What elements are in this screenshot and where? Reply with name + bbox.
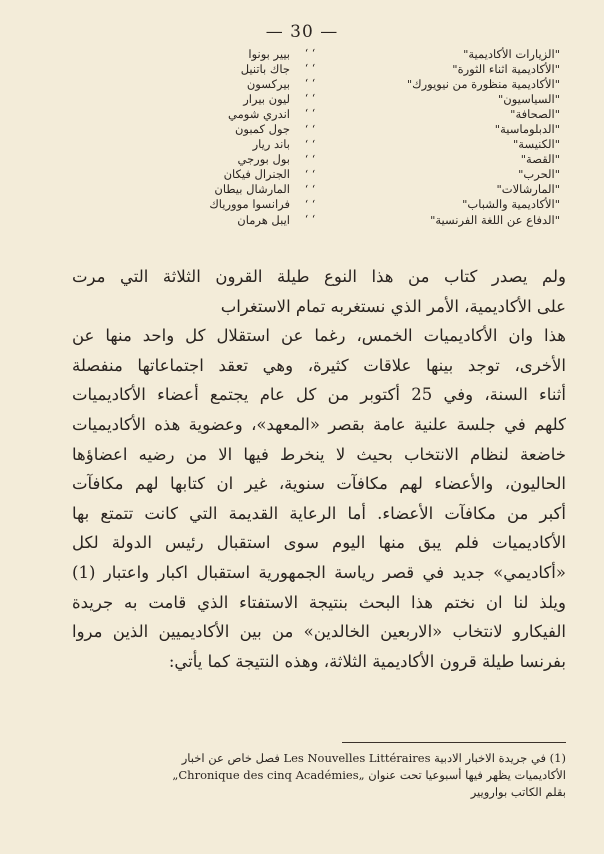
footnote-line <box>70 767 566 784</box>
index-entry-title: "القصة" <box>520 152 560 167</box>
index-row <box>150 212 560 227</box>
body-line: الأخرى، توجد بينها علاقات كثيرة، وهي تعقد اجتماعاتها منفصلة <box>72 355 566 375</box>
ditto-mark: ‘ ‘ <box>304 152 316 166</box>
body-line: أثناء السنة، وفي 25 أكتوبر من كل عام يجتمع أعضاء الأكاديميات <box>72 385 566 405</box>
index-row <box>150 152 560 167</box>
body-line: الفيكارو لانتخاب «الاربعين الخالدين» من بين الأكاديميين الذين مروا <box>72 622 566 642</box>
index-table <box>150 46 560 227</box>
index-entry-title: "الزيارات الأكاديمية" <box>463 46 560 61</box>
index-entry-author: باند ريار <box>252 137 290 152</box>
index-row <box>150 167 560 182</box>
body-line: ويلذ لنا ان نختم هذا البحث بنتيجة الاستفتاء الذي قامت به جريدة <box>72 592 566 612</box>
footnote-arabic-text: بقلم الكاتب بوارويير <box>470 785 566 799</box>
body-line: أكبر من مكافآت الأعضاء. أما الرعاية القديمة التي كانت تتمتع بها <box>72 503 566 523</box>
index-entry-author: بيير بونوا <box>248 46 290 61</box>
body-line: هذا وان الأكاديميات الخمس، رغما عن استقلال كل واحد منها عن <box>72 326 566 346</box>
index-entry-title: "الحرب" <box>518 167 560 182</box>
footnote-arabic-text: فصل خاص عن اخبار <box>181 751 280 765</box>
ditto-mark: ‘ ‘ <box>304 213 316 227</box>
ditto-mark: ‘ ‘ <box>304 197 316 211</box>
index-entry-author: الجنرال فيكان <box>223 167 290 182</box>
index-row <box>150 61 560 76</box>
body-line: على الأكاديمية، الأمر الذي نستغربه تمام الاستغراب <box>220 296 566 316</box>
footnote-latin-title: Les Nouvelles Littéraires <box>283 751 431 765</box>
footnote <box>70 750 566 801</box>
ditto-mark: ‘ ‘ <box>304 77 316 91</box>
index-row <box>150 76 560 91</box>
index-entry-author: فرانسوا موورياك <box>209 197 290 212</box>
index-entry-title: "المارشالات" <box>496 182 560 197</box>
index-entry-author: المارشال بيطان <box>214 182 290 197</box>
index-entry-author: اندري شومي <box>228 106 290 121</box>
index-row <box>150 197 560 212</box>
index-row <box>150 106 560 121</box>
footnote-divider <box>342 742 566 743</box>
index-entry-title: "الأكاديمية والشباب" <box>462 197 560 212</box>
footnote-arabic-text: (1) في جريدة الاخبار الادبية <box>434 751 566 765</box>
body-text <box>72 262 566 676</box>
body-line: الحاليون، والأعضاء لهم مكافآت سنوية، غير ان كتابها لهم مكافآت <box>72 474 566 494</box>
index-entry-author: جاك باتنيل <box>240 61 290 76</box>
index-row <box>150 46 560 61</box>
index-row <box>150 182 560 197</box>
body-line: خاضعة لنظام الانتخاب بحيث لا ينخرط فيها الا من رضيه اعضاؤها <box>72 444 566 464</box>
index-row <box>150 137 560 152</box>
ditto-mark: ‘ ‘ <box>304 137 316 151</box>
index-entry-title: "الصحافة" <box>510 106 560 121</box>
ditto-mark: ‘ ‘ <box>304 92 316 106</box>
footnote-line <box>70 750 566 767</box>
index-entry-title: "الأكاديمية منظورة من نيويورك" <box>406 76 560 91</box>
index-entry-author: بول بورجي <box>237 152 290 167</box>
ditto-mark: ‘ ‘ <box>304 107 316 121</box>
body-line: «أكاديمي» جديد في قصر رياسة الجمهورية استقبال اكبار واعتبار (1) <box>72 562 566 582</box>
body-line: ولم يصدر كتاب من هذا النوع طيلة القرون الثلاثة التي مرت <box>72 267 566 286</box>
index-entry-author: ايبل هرمان <box>237 212 290 227</box>
index-entry-title: "الأكاديمية اثناء الثورة" <box>452 61 560 76</box>
footnote-latin-title: „Chronique des cinq Académies„ <box>172 768 365 782</box>
index-entry-title: "الكنيسة" <box>513 137 560 152</box>
index-row <box>150 121 560 136</box>
footnote-arabic-text: الأكاديميات يظهر فيها أسبوعيا تحت عنوان <box>368 768 566 782</box>
body-line: بفرنسا طيلة قرون الأكاديمية الثلاثة، وهذه النتيجة كما يأتي: <box>168 651 566 671</box>
ditto-mark: ‘ ‘ <box>304 182 316 196</box>
body-line: كلهم في جلسة علنية عامة بقصر «المعهد»، وعضوية هذه الأكاديميات <box>72 414 566 434</box>
index-entry-author: بيركسون <box>246 76 290 91</box>
index-entry-author: جول كمبون <box>234 122 290 137</box>
body-line: الأكاديميات فلم يبق منها اليوم سوى استقبال رئيس الدولة لكل <box>72 533 566 553</box>
page-number: — 30 — <box>265 22 339 42</box>
ditto-mark: ‘ ‘ <box>304 122 316 136</box>
footnote-line <box>70 784 566 801</box>
ditto-mark: ‘ ‘ <box>304 62 316 76</box>
index-entry-title: "السياسيون" <box>497 91 560 106</box>
ditto-mark: ‘ ‘ <box>304 167 316 181</box>
index-entry-author: ليون بيرار <box>243 91 290 106</box>
index-entry-title: "الدفاع عن اللغة الفرنسية" <box>430 212 560 227</box>
index-row <box>150 91 560 106</box>
ditto-mark: ‘ ‘ <box>304 47 316 61</box>
index-entry-title: "الدبلوماسية" <box>494 122 560 137</box>
